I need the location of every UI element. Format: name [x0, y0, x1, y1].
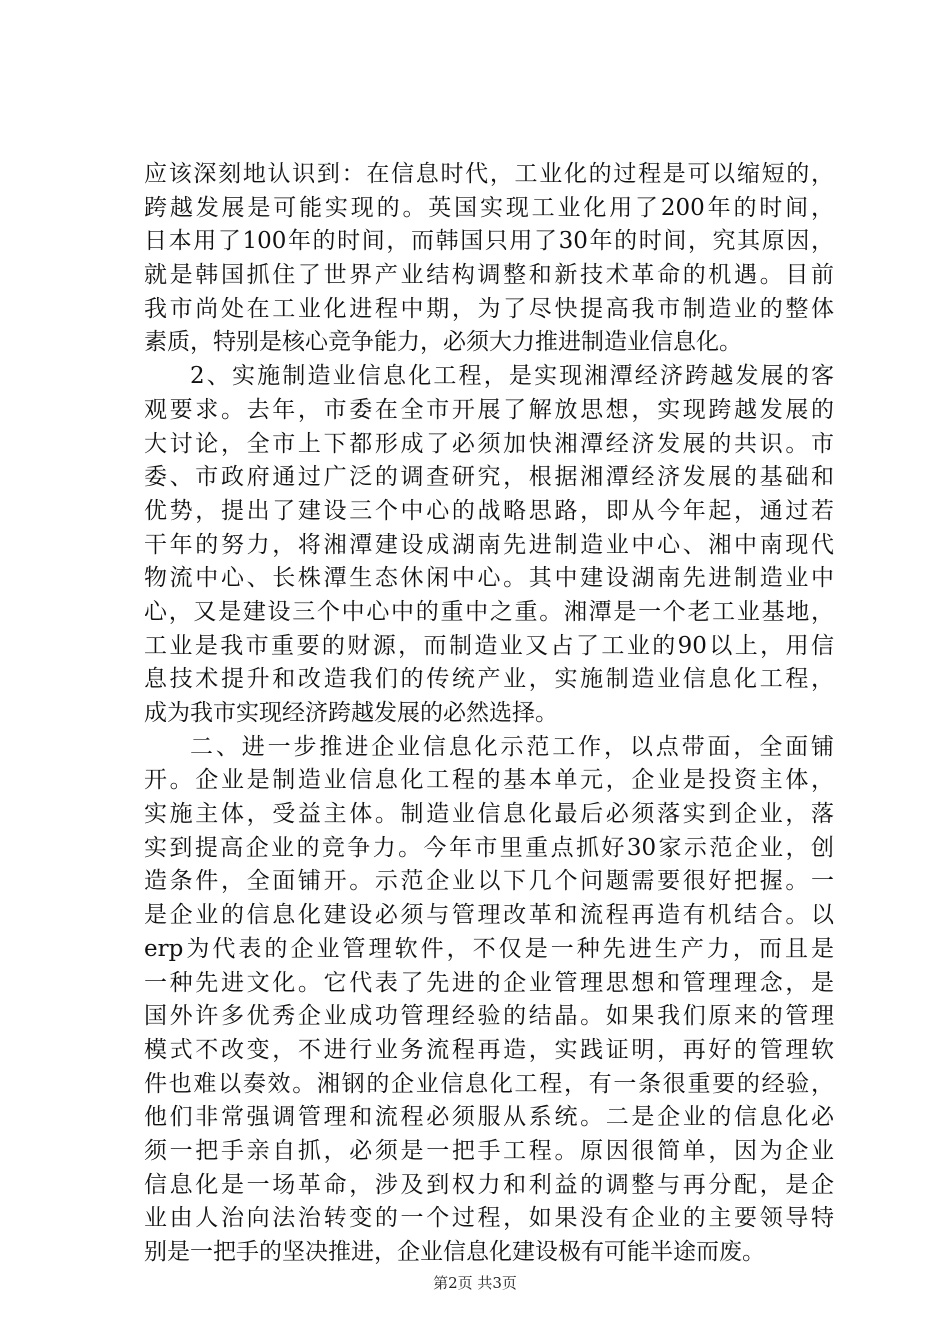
text-line: 实到提高企业的竞争力。今年市里重点抓好30家示范企业，创 — [144, 834, 834, 861]
text-line: 开。企业是制造业信息化工程的基本单元，企业是投资主体， — [144, 767, 834, 794]
text-line: 我市尚处在工业化进程中期，为了尽快提高我市制造业的整体 — [144, 295, 834, 322]
text-line: 应该深刻地认识到：在信息时代，工业化的过程是可以缩短的， — [144, 161, 834, 187]
text-line: 素质，特别是核心竞争能力，必须大力推进制造业信息化。 — [144, 329, 742, 356]
text-line: 别是一把手的坚决推进，企业信息化建设极有可能半途而废。 — [144, 1239, 765, 1265]
text-line: erp为代表的企业管理软件，不仅是一种先进生产力，而且是 — [144, 935, 834, 962]
page-number-footer: 第2页 共3页 — [433, 1274, 517, 1292]
text-line: 干年的努力，将湘潭建设成湖南先进制造业中心、湘中南现代 — [144, 531, 834, 558]
text-line: 一种先进文化。它代表了先进的企业管理思想和管理理念，是 — [144, 969, 834, 996]
text-line: 造条件，全面铺开。示范企业以下几个问题需要很好把握。一 — [144, 868, 834, 895]
text-line: 他们非常强调管理和流程必须服从系统。二是企业的信息化必 — [144, 1104, 834, 1131]
text-line: 息技术提升和改造我们的传统产业，实施制造业信息化工程， — [144, 666, 834, 693]
text-line: 业由人治向法治转变的一个过程，如果没有企业的主要领导特 — [144, 1205, 834, 1232]
text-line: 物流中心、长株潭生态休闲中心。其中建设湖南先进制造业中 — [144, 565, 834, 592]
text-line: 工业是我市重要的财源，而制造业又占了工业的90以上，用信 — [144, 632, 834, 659]
text-line: 实施主体，受益主体。制造业信息化最后必须落实到企业，落 — [144, 801, 834, 828]
text-line: 国外许多优秀企业成功管理经验的结晶。如果我们原来的管理 — [144, 1003, 834, 1030]
text-line: 心，又是建设三个中心中的重中之重。湘潭是一个老工业基地， — [144, 598, 834, 625]
text-line: 大讨论，全市上下都形成了必须加快湘潭经济发展的共识。市 — [144, 430, 834, 457]
text-line: 是企业的信息化建设必须与管理改革和流程再造有机结合。以 — [144, 902, 834, 929]
text-line: 信息化是一场革命，涉及到权力和利益的调整与再分配，是企 — [144, 1171, 834, 1198]
text-line: 优势，提出了建设三个中心的战略思路，即从今年起，通过若 — [144, 497, 834, 524]
text-line: 日本用了100年的时间，而韩国只用了30年的时间，究其原因， — [144, 228, 834, 255]
text-line: 须一把手亲自抓，必须是一把手工程。原因很简单，因为企业 — [144, 1137, 834, 1164]
text-line: 件也难以奏效。湘钢的企业信息化工程，有一条很重要的经验， — [144, 1070, 834, 1097]
text-line: 就是韩国抓住了世界产业结构调整和新技术革命的机遇。目前 — [144, 262, 834, 289]
text-line: 二、进一步推进企业信息化示范工作，以点带面，全面铺 — [190, 733, 834, 760]
document-body — [144, 158, 834, 1270]
text-line: 委、市政府通过广泛的调查研究，根据湘潭经济发展的基础和 — [144, 464, 834, 491]
text-line: 模式不改变，不进行业务流程再造，实践证明，再好的管理软 — [144, 1036, 834, 1063]
text-line: 观要求。去年，市委在全市开展了解放思想，实现跨越发展的 — [144, 396, 834, 423]
text-line: 跨越发展是可能实现的。英国实现工业化用了200年的时间， — [144, 194, 834, 221]
text-line: 2、实施制造业信息化工程，是实现湘潭经济跨越发展的客 — [190, 363, 834, 390]
text-line: 成为我市实现经济跨越发展的必然选择。 — [144, 700, 558, 726]
